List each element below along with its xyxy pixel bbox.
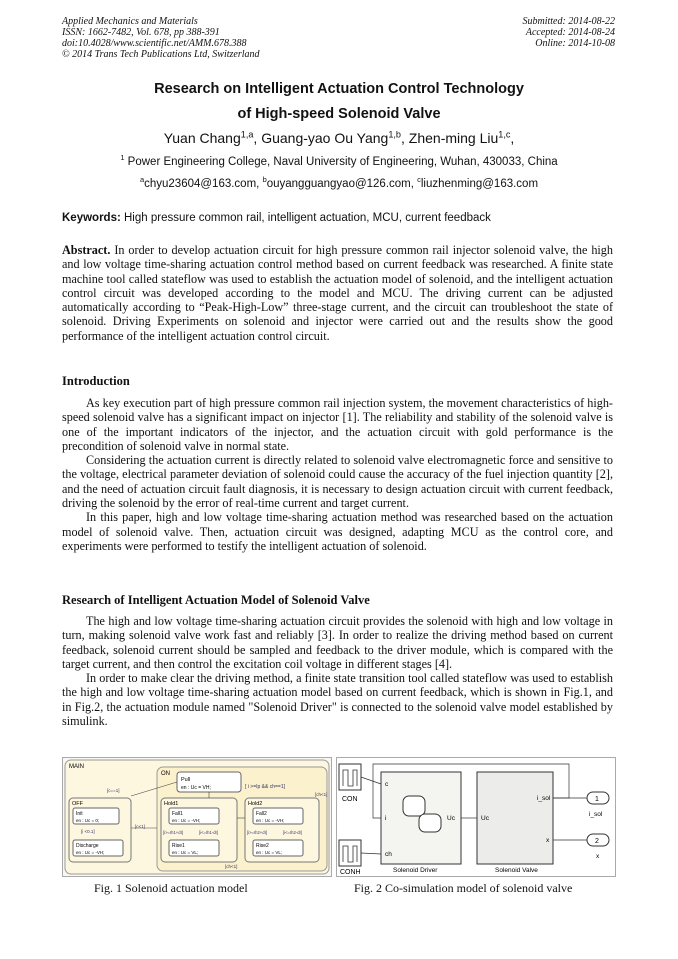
transition-ih1-down: [i<=Ih1-dI]: [199, 830, 218, 835]
pull-action: en : Uc = VH;: [181, 785, 211, 791]
paragraph: Considering the actuation current is directly related to solenoid valve electromagnetic force and sensitive to the voltage, electrical parameter deviation of solenoid could cause the accuracy of the fuel injection quantity [2], and the need of actuation circuit fault diagnosis, it is necessary to design actuation circuit with current feedback, driving the solenoid by the error of real-time current and target current.: [62, 453, 613, 511]
keywords-text: High pressure common rail, intelligent actuation, MCU, current feedback: [124, 212, 491, 224]
keywords-label: Keywords:: [62, 212, 121, 224]
port-isol: i_sol: [537, 795, 551, 802]
paragraph: As key execution part of high pressure common rail injection system, the movement characteristics of high-speed solenoid valve has a significant impact on injector [1]. The reliability and stability of the solenoid valve is one of the important indicators of the injector, and the actuation circuit with gold performance is the precondition of solenoid valve in normal state.: [62, 396, 613, 453]
author-name: Zhen-ming Liu: [408, 130, 499, 146]
outport-1-num: 1: [595, 796, 599, 803]
paragraph: In this paper, high and low voltage time-sharing actuation method was researched based on the actuation model of solenoid valve. Then, actuation circuit was designed, adapting MCU as the control core, and experiments were performed to testify the intelligent actuation of solenoid.: [62, 510, 613, 553]
chart-icon-state1: [403, 796, 425, 816]
section-heading-introduction: Introduction: [62, 374, 130, 388]
introduction-body: [62, 396, 613, 553]
figure-1-caption: Fig. 1 Solenoid actuation model: [94, 881, 248, 895]
email-sup: c: [417, 175, 421, 185]
journal-issn: ISSN: 1662-7482, Vol. 678, pp 388-391: [62, 27, 220, 38]
email-list: $^a$chyu23604@163.com, $^b$ouyangguangyao@126.com, $^c$liuzhenming@163.com: [139, 175, 539, 190]
submitted-date: Submitted: 2014-08-22: [522, 16, 615, 27]
port-c: c: [385, 781, 389, 788]
figure-2-simulink: [336, 757, 616, 877]
fall2-label: Fall2: [256, 811, 267, 817]
transition-ch: [ch<1]: [225, 864, 238, 869]
rise1-action: en : Uc = VL;: [172, 850, 199, 855]
author-sup: 1,a: [240, 129, 254, 140]
figure-1-stateflow: [62, 757, 332, 877]
valve-label: Solenoid Valve: [495, 867, 538, 874]
author-name: Guang-yao Ou Yang: [261, 130, 389, 146]
transition-c0: [c<1]: [135, 824, 145, 829]
stateflow-diagram: [63, 758, 331, 876]
transition-i0: [i <0.1]: [81, 829, 95, 834]
transition-peak: [ i >=Ip && ch==1]: [245, 784, 286, 790]
abstract-text: In order to develop actuation circuit for high pressure common rail injector solenoid valve, the high and low voltage time-sharing actuation control method based on current feedback was researched. A finite state machine tool called stateflow was used to establish the actuation model of solenoid, and the intelligent actuation control circuit was developed according to the model and MCU. The driving current can be adjusted automatically according to “Peak-High-Low” three-stage current, and the circuit can troubleshoot the state of solenoid. Driving Experiments on solenoid and injector were carried out and the results show the good performance of the intelligent actuation control circuit.: [62, 243, 613, 343]
journal-name: Applied Mechanics and Materials: [62, 16, 198, 27]
abstract: [62, 243, 613, 343]
fall1-label: Fall1: [172, 811, 183, 817]
email-sup: b: [262, 175, 267, 185]
transition-c1: [c==1]: [107, 788, 120, 793]
init-action: en : Uc = 0;: [76, 818, 100, 823]
fall2-action: en : Uc = -VH;: [256, 818, 285, 823]
port-uc-in: Uc: [481, 815, 489, 822]
on-label: ON: [161, 771, 170, 777]
journal-copyright: © 2014 Trans Tech Publications Ltd, Switzerland: [62, 49, 260, 60]
section-heading-model: Research of Intelligent Actuation Model of Solenoid Valve: [62, 593, 370, 607]
accepted-date: Accepted: 2014-08-24: [525, 27, 615, 38]
author-name: Yuan Chang: [163, 130, 241, 146]
paragraph: In order to make clear the driving method, a finite state transition tool called stateflow was used to establish the high and low voltage time-sharing actuation model based on current feedback, which is shown in Fig.1, and in Fig.2, the actuation module named "Solenoid Driver" is connected to the solenoid valve model established by simulink.: [62, 671, 613, 729]
dates-header: [523, 16, 616, 49]
fall1-action: en : Uc = -VH;: [172, 818, 201, 823]
port-i: i: [385, 815, 387, 822]
author-sup: 1,c: [498, 129, 511, 140]
hold1-label: Hold1: [164, 801, 179, 807]
pull-label: Pull: [181, 777, 191, 783]
rise2-action: en : Uc = VL;: [256, 850, 283, 855]
paper-title-line2: of High-speed Solenoid Valve: [237, 106, 441, 122]
journal-header: [62, 16, 260, 60]
transition-ch1: [ch<1]: [315, 792, 328, 797]
main-label: MAIN: [69, 764, 84, 770]
outport-2-name: x: [596, 853, 600, 860]
abstract-label: Abstract.: [62, 243, 111, 257]
email-link[interactable]: liuzhenming@163.com: [420, 178, 539, 190]
driver-label: Solenoid Driver: [393, 867, 438, 874]
affiliation: [0, 153, 678, 168]
outport-2-num: 2: [595, 838, 599, 845]
con-label: CON: [342, 796, 358, 803]
online-date: Online: 2014-10-08: [535, 38, 615, 49]
off-label: OFF: [72, 801, 83, 807]
port-ch: ch: [385, 851, 392, 858]
conh-label: CONH: [340, 869, 361, 876]
hold2-label: Hold2: [248, 801, 263, 807]
email-sup: a: [139, 175, 145, 185]
chart-icon-state2: [419, 814, 441, 832]
transition-ih2-up: [i>=Ih2+dI]: [247, 830, 267, 835]
rise2-label: Rise2: [256, 843, 269, 849]
journal-doi[interactable]: doi:10.4028/www.scientific.net/AMM.678.388: [62, 38, 247, 49]
init-label: Init: [76, 811, 83, 817]
affiliation-sup: 1: [120, 153, 125, 163]
affiliation-text: Power Engineering College, Naval University of Engineering, Wuhan, 430033, China: [127, 156, 558, 168]
keywords: [62, 212, 622, 224]
figure-2-caption: Fig. 2 Co-simulation model of solenoid valve: [354, 881, 573, 895]
email-link[interactable]: chyu23604@163.com: [144, 178, 257, 190]
author-list: Yuan Chang$^{1,a}$, Guang-yao Ou Yang$^{1,b}$, Zhen-ming Liu$^{1,c}$,: [163, 129, 515, 146]
rise1-label: Rise1: [172, 843, 185, 849]
email-link[interactable]: ouyangguangyao@126.com: [266, 178, 411, 190]
transition-ih2-down: [i<=Ih2-dI]: [283, 830, 302, 835]
port-uc-out: Uc: [447, 815, 455, 822]
section2-body: [62, 614, 613, 728]
discharge-action: en : Uc = -VH;: [76, 850, 105, 855]
paper-title-line1: Research on Intelligent Actuation Control Technology: [154, 81, 524, 97]
transition-ih1-up: [i>=Ih1+dI]: [163, 830, 183, 835]
paragraph: The high and low voltage time-sharing actuation circuit provides the solenoid with high and low voltage in turn, making solenoid valve work fast and reliably [3]. In order to realize the driving method based on current feedback, solenoid current should be sampled and feedback to the driver module, which is compared with the target current, and then control the excitation coil voltage in different stages [4].: [62, 614, 613, 671]
discharge-label: Discharge: [76, 843, 99, 849]
author-sup: 1,b: [388, 129, 401, 140]
wire-con: [361, 777, 381, 784]
wire-conh: [361, 853, 381, 854]
simulink-diagram: [337, 758, 615, 876]
outport-1-name: i_sol: [589, 811, 603, 818]
port-x: x: [546, 837, 550, 844]
